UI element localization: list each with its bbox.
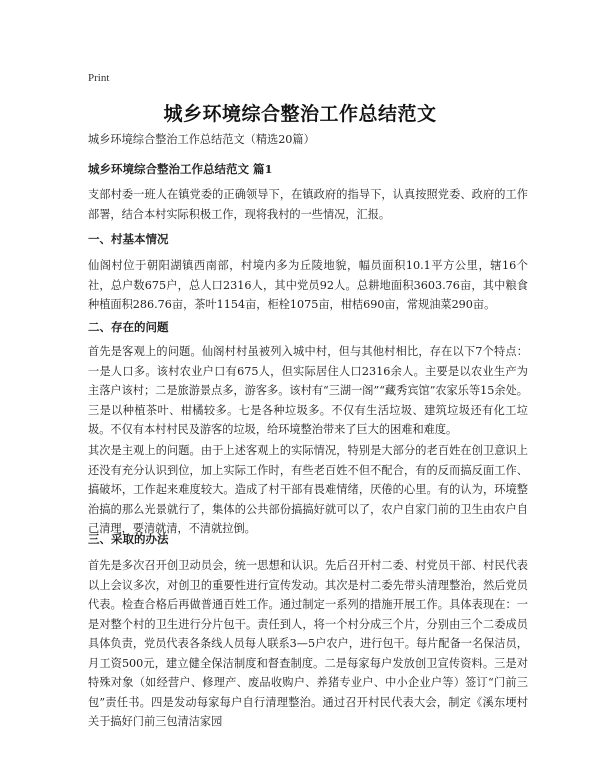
paragraph-text: 仙阁村位于朝阳湖镇西南部，村境内多为丘陵地貌，幅员面积10.1平方公里，辖16个社，总户数675户，总人口2316人，其中党员92人。总耕地面积3603.76亩，其中粮食种植面积286.76亩，茶叶1154亩，柜栓1075亩，柑桔690亩，常规油菜290亩。	[88, 259, 528, 311]
section-heading: 一、村基本情况	[88, 232, 169, 246]
section-paragraph	[88, 441, 528, 539]
section-paragraph	[88, 342, 528, 440]
print-label[interactable]: Print	[88, 72, 110, 84]
intro-paragraph	[88, 185, 528, 224]
paragraph-text: 首先是客观上的问题。仙阁村村虽被列入城中村，但与其他村相比，存在以下7个特点：一是人口多。该村农业户口有675人，但实际居住人口2316余人。主要是以农业生产为主落户该村；二是旅游景点多，游客多。该村有“三湖一阁”“藏秀宾馆”农家乐等15余处。三是以种植茶叶、柑橘较多。七是各种垃圾多。不仅有生活垃圾、建筑垃圾还有化工垃圾。不仅有本村村民及游客的垃圾，给环境整治带来了巨大的困难和难度。	[88, 345, 528, 436]
section-heading: 二、存在的问题	[88, 320, 169, 334]
document-title: 城乡环境综合整治工作总结范文	[163, 103, 437, 125]
section-paragraph	[88, 256, 528, 315]
intro-text: 支部村委一班人在镇党委的正确领导下，在镇政府的指导下，认真按照党委、政府的工作部署，结合本村实际积极工作，现将我村的一些情况，汇报。	[88, 188, 528, 221]
section-heading: 三、采取的办法	[88, 532, 169, 546]
paragraph-text: 其次是主观上的问题。由于上述客观上的实际情况，特别是大部分的老百姓在创卫意识上还没有充分认识到位，加上实际工作时，有些老百姓不但不配合，有的反而搞反面工作、搞破坏，工作起来难度较大。造成了村干部有畏难情绪，厌倦的心里。有的认为，环境整治搞的那么光景就行了，集体的公共部份搞搞好就可以了，农户自家门前的卫生由农户自己清理，要清就清，不清就拉倒。	[88, 444, 528, 535]
section-paragraph	[88, 556, 528, 732]
paragraph-text: 首先是多次召开创卫动员会，统一思想和认识。先后召开村二委、村党员干部、村民代表以上会议多次，对创卫的重要性进行宣传发动。其次是村二委先带头清理整治，然后党员代表。检查合格后再做普通百姓工作。通过制定一系列的措施开展工作。具体表现在：一是对整个村的卫生进行分片包干。责任到人，将一个村分成三个片，分别由三个二委成员具体负责，党员代表各条线人员每人联系3—5户农户，进行包干。每片配备一名保洁员，月工资500元，建立健全保洁制度和督查制度。二是每家每户发放创卫宣传资料。三是对特殊对象（如经营户、修理产、废品收购户、养猪专业户、中小企业户等）签订“门前三包”责任书。四是发动每家每户自行清理整治。通过召开村民代表大会，制定《溪东埂村关于搞好门前三包清洁家园	[88, 559, 528, 728]
document-subtitle: 城乡环境综合整治工作总结范文（精选20篇）	[88, 133, 315, 146]
article-heading: 城乡环境综合整治工作总结范文 篇1	[88, 162, 273, 176]
